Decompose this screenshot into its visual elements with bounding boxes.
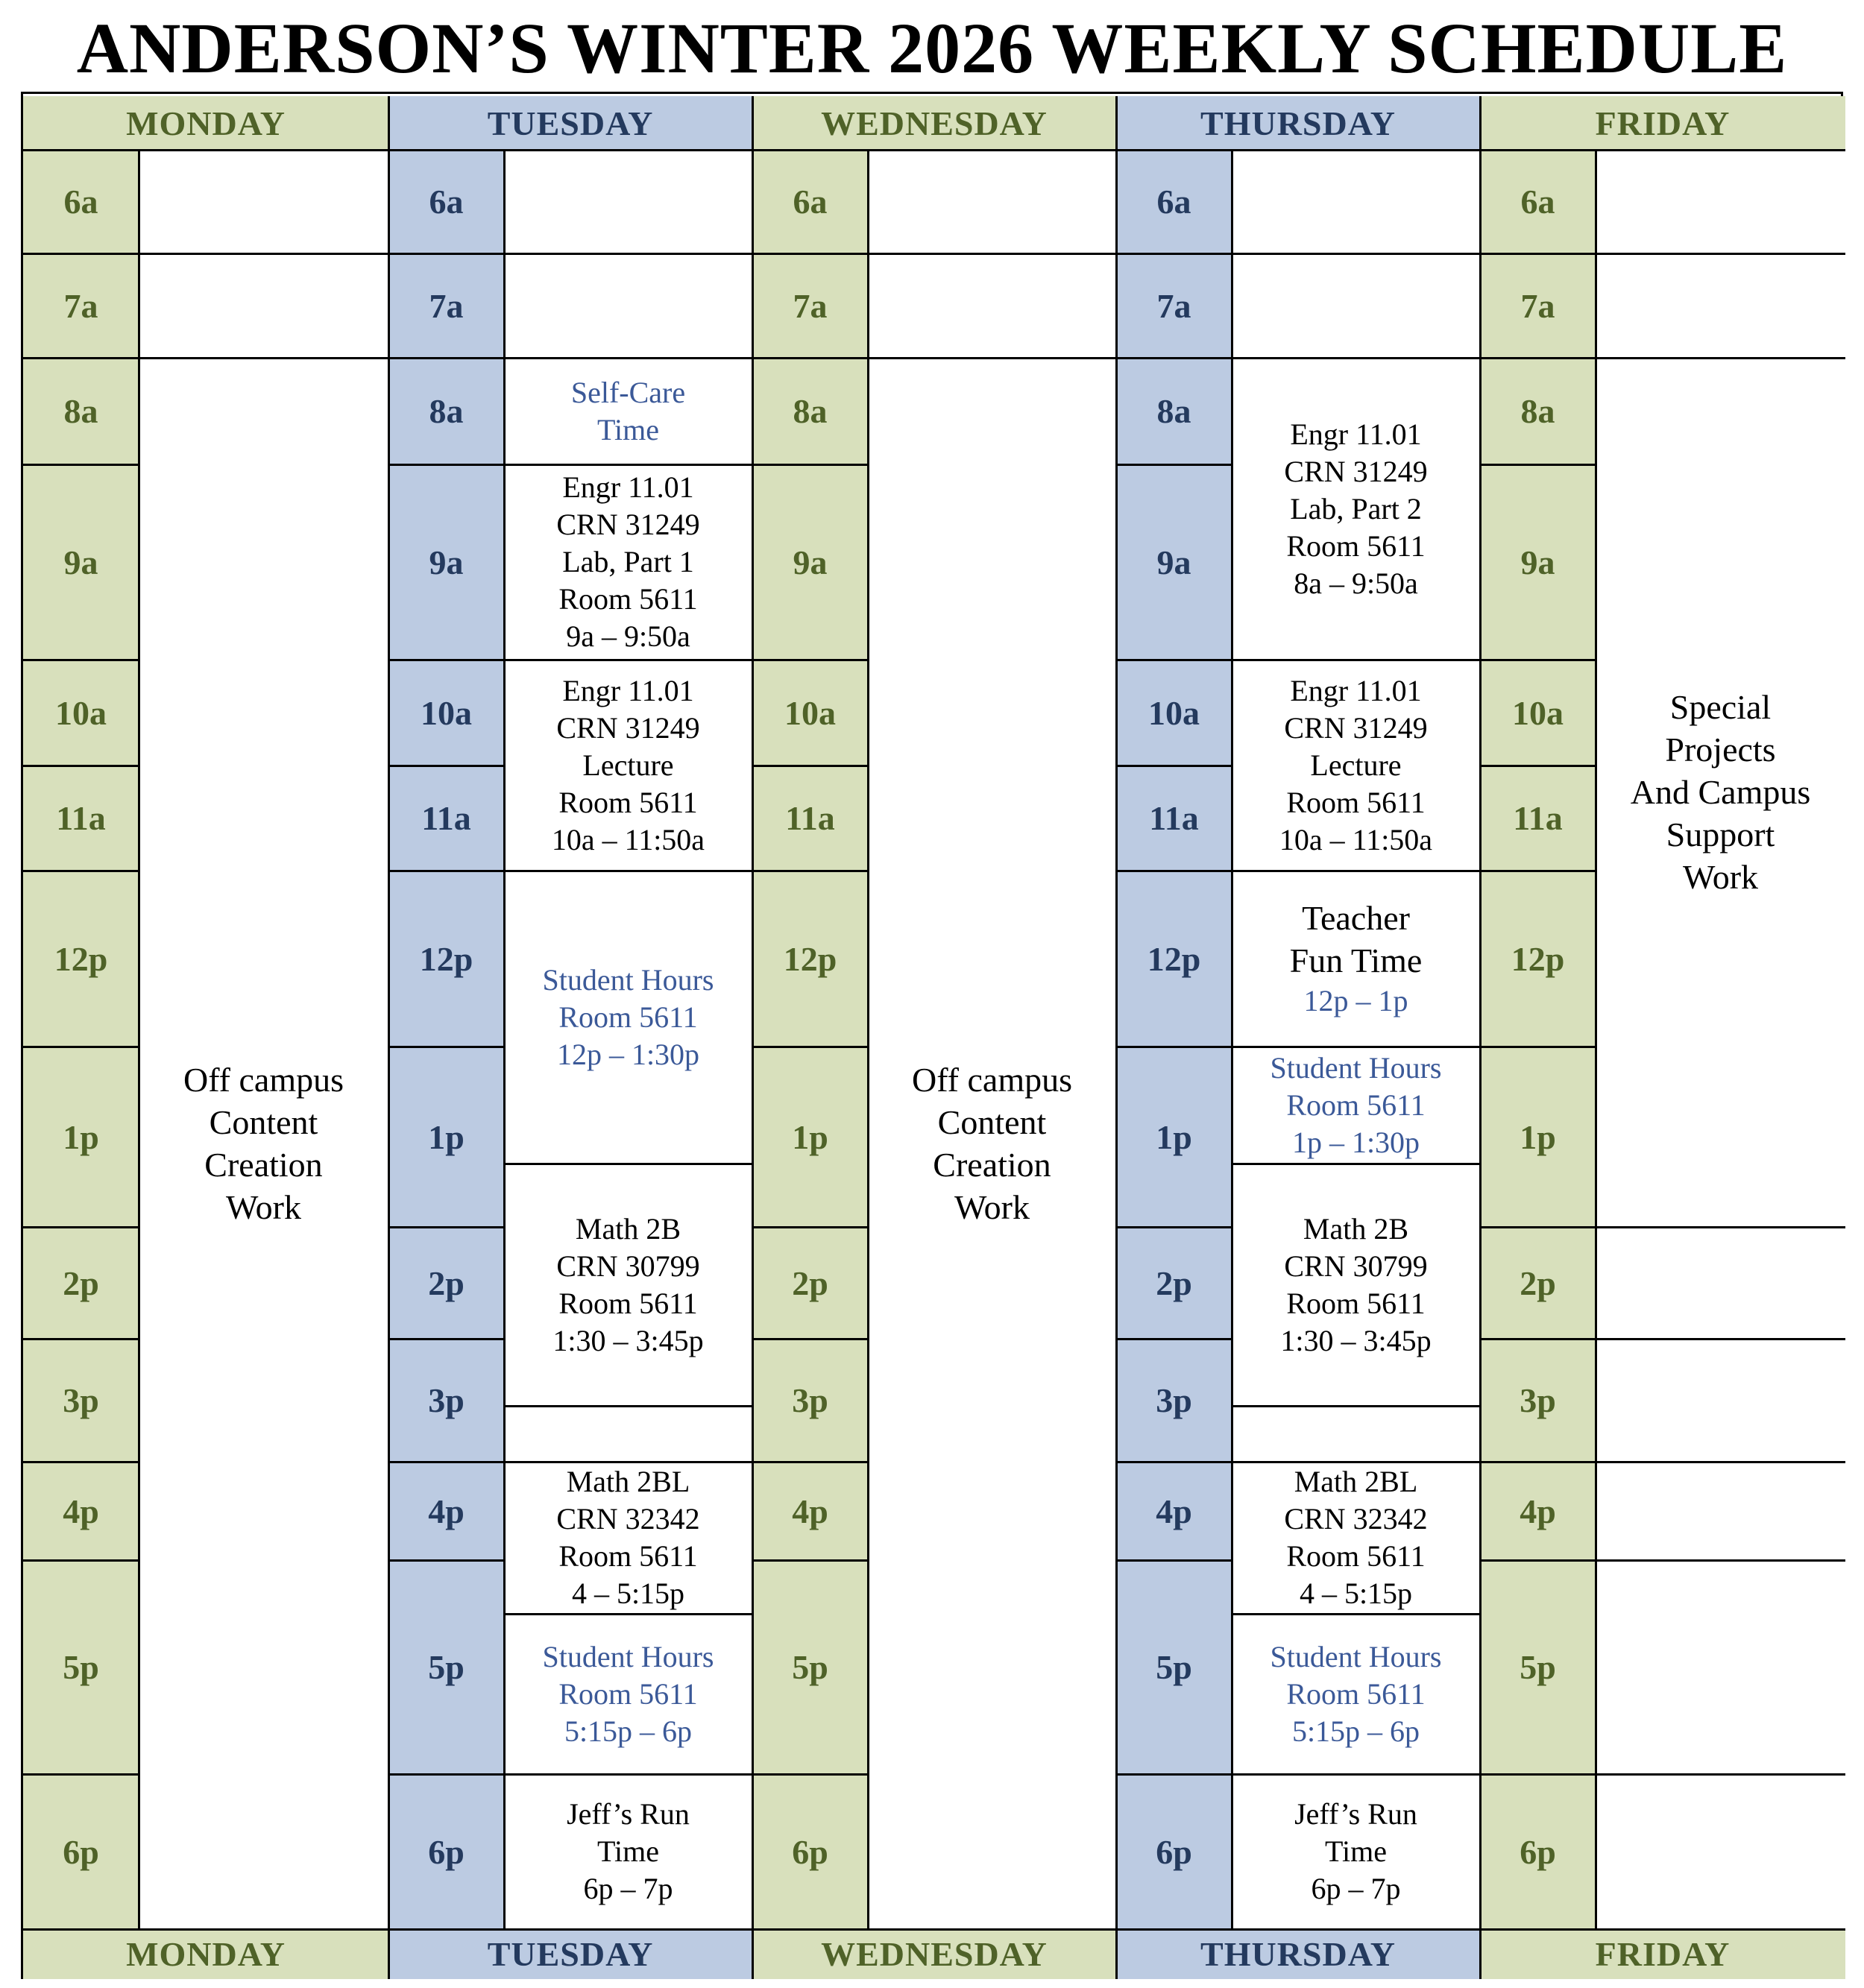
tue-student-hours-noon: Student Hours Room 5611 12p – 1:30p: [504, 871, 752, 1164]
rule-time-row-0-9: [23, 1338, 139, 1340]
time-friday-6a: 6a: [1480, 150, 1596, 253]
time-tuesday-6a: 6a: [388, 150, 504, 253]
rule-time-row-0-5: [23, 765, 139, 767]
time-friday-8a: 8a: [1480, 358, 1596, 464]
thu-teacher-fun: Teacher Fun Time: [1289, 899, 1423, 979]
thu-run: Jeff’s Run Time 6p – 7p: [1232, 1774, 1480, 1929]
time-wednesday-12p: 12p: [752, 871, 868, 1047]
rule-time-row-4-12: [1480, 1773, 1596, 1776]
rule-time-row-0-1: [23, 253, 139, 255]
rule-time-row-0-12: [23, 1773, 139, 1776]
time-tuesday-3p: 3p: [388, 1339, 504, 1462]
schedule-grid: [21, 92, 1843, 1979]
time-wednesday-6p: 6p: [752, 1774, 868, 1929]
time-thursday-2p: 2p: [1116, 1227, 1232, 1339]
rule-time-row-2-8: [752, 1226, 868, 1228]
rule-time-row-4-9: [1480, 1338, 1596, 1340]
rule-tue-3: [504, 659, 752, 661]
time-thursday-11a: 11a: [1116, 766, 1232, 871]
rule-ev-b-0: [139, 357, 388, 359]
rule-time-row-3-10: [1116, 1461, 1232, 1463]
rule-time-row-1-11: [388, 1559, 504, 1562]
rule-day-1: [388, 96, 390, 1979]
rule-time-row-1-6: [388, 870, 504, 872]
time-tuesday-9a: 9a: [388, 464, 504, 660]
rule-ev-a-0: [139, 253, 388, 255]
time-thursday-5p: 5p: [1116, 1560, 1232, 1774]
rule-time-row-3-9: [1116, 1338, 1232, 1340]
tue-engr-lecture: Engr 11.01 CRN 31249 Lecture Room 5611 10a – 11:50a: [504, 660, 752, 871]
rule-time-row-4-6: [1480, 870, 1596, 872]
rule-ev-b-1: [868, 357, 1116, 359]
time-thursday-8a: 8a: [1116, 358, 1232, 464]
rule-day-3: [1115, 96, 1118, 1979]
rule-thu-9: [1232, 1773, 1480, 1776]
thu-math2b: Math 2B CRN 30799 Room 5611 1:30 – 3:45p: [1232, 1164, 1480, 1406]
time-monday-1p: 1p: [23, 1047, 139, 1227]
rule-time-row-3-4: [1116, 659, 1232, 661]
rule-tue-9: [504, 1773, 752, 1776]
rule-time-row-0-7: [23, 1046, 139, 1048]
time-thursday-6p: 6p: [1116, 1774, 1232, 1929]
rule-time-row-2-12: [752, 1773, 868, 1776]
thu-student-hours-eve: Student Hours Room 5611 5:15p – 6p: [1232, 1614, 1480, 1774]
time-thursday-4p: 4p: [1116, 1462, 1232, 1560]
rule-time-row-4-5: [1480, 765, 1596, 767]
monday-offcampus: Off campus Content Creation Work: [139, 358, 388, 1929]
rule-time-row-0-3: [23, 464, 139, 466]
day-header-wednesday: WEDNESDAY: [752, 96, 1116, 150]
rule-thu-8: [1232, 1613, 1480, 1615]
rule-time-1: [503, 150, 506, 1929]
rule-tue-6: [504, 1405, 752, 1407]
day-header-tuesday: TUESDAY: [388, 96, 752, 150]
tue-math2bl: Math 2BL CRN 32342 Room 5611 4 – 5:15p: [504, 1462, 752, 1614]
rule-fri-5: [1596, 1559, 1845, 1562]
rule-header-bottom: [23, 149, 1845, 151]
time-tuesday-10a: 10a: [388, 660, 504, 766]
rule-day-4: [1479, 96, 1482, 1979]
time-thursday-6a: 6a: [1116, 150, 1232, 253]
thu-student-hours-1p: Student Hours Room 5611 1p – 1:30p: [1232, 1047, 1480, 1164]
time-wednesday-8a: 8a: [752, 358, 868, 464]
rule-time-row-4-2: [1480, 357, 1596, 359]
rule-time-row-0-4: [23, 659, 139, 661]
time-tuesday-5p: 5p: [388, 1560, 504, 1774]
time-monday-2p: 2p: [23, 1227, 139, 1339]
empty-friday-2p: [1596, 1227, 1845, 1339]
time-friday-6p: 6p: [1480, 1774, 1596, 1929]
rule-time-row-3-8: [1116, 1226, 1232, 1228]
empty-friday-6p: [1596, 1774, 1845, 1929]
thu-teacher-fun-block: [1232, 871, 1480, 1047]
thu-engr-lab: Engr 11.01 CRN 31249 Lab, Part 2 Room 5611 8a – 9:50a: [1232, 358, 1480, 660]
tue-engr-lab: Engr 11.01 CRN 31249 Lab, Part 1 Room 5611 9a – 9:50a: [504, 464, 752, 660]
empty-wednesday-7a: [868, 253, 1116, 358]
rule-thu-0: [1232, 253, 1480, 255]
time-friday-4p: 4p: [1480, 1462, 1596, 1560]
rule-time-row-1-5: [388, 765, 504, 767]
time-wednesday-11a: 11a: [752, 766, 868, 871]
rule-time-row-2-2: [752, 357, 868, 359]
time-tuesday-2p: 2p: [388, 1227, 504, 1339]
empty-thursday-7a: [1232, 253, 1480, 358]
rule-time-row-2-10: [752, 1461, 868, 1463]
thu-engr-lecture: Engr 11.01 CRN 31249 Lecture Room 5611 10a – 11:50a: [1232, 660, 1480, 871]
empty-tuesday-7a: [504, 253, 752, 358]
rule-thu-1: [1232, 357, 1480, 359]
rule-fri-3: [1596, 1338, 1845, 1340]
tue-student-hours-eve: Student Hours Room 5611 5:15p – 6p: [504, 1614, 752, 1774]
rule-time-row-4-8: [1480, 1226, 1596, 1228]
fri-special: Special Projects And Campus Support Work: [1596, 358, 1845, 1227]
empty-friday-6a: [1596, 150, 1845, 253]
empty-friday-5p: [1596, 1560, 1845, 1774]
time-wednesday-9a: 9a: [752, 464, 868, 660]
time-wednesday-7a: 7a: [752, 253, 868, 358]
time-tuesday-6p: 6p: [388, 1774, 504, 1929]
empty-friday-3p: [1596, 1339, 1845, 1462]
empty-thursday-6a: [1232, 150, 1480, 253]
time-thursday-7a: 7a: [1116, 253, 1232, 358]
thu-math2bl: Math 2BL CRN 32342 Room 5611 4 – 5:15p: [1232, 1462, 1480, 1614]
rule-time-row-2-4: [752, 659, 868, 661]
rule-tue-2: [504, 464, 752, 466]
time-tuesday-8a: 8a: [388, 358, 504, 464]
time-wednesday-10a: 10a: [752, 660, 868, 766]
time-friday-11a: 11a: [1480, 766, 1596, 871]
time-thursday-10a: 10a: [1116, 660, 1232, 766]
time-tuesday-4p: 4p: [388, 1462, 504, 1560]
rule-time-row-4-3: [1480, 464, 1596, 466]
time-monday-9a: 9a: [23, 464, 139, 660]
time-wednesday-1p: 1p: [752, 1047, 868, 1227]
time-tuesday-1p: 1p: [388, 1047, 504, 1227]
time-monday-6a: 6a: [23, 150, 139, 253]
day-footer-thursday: THURSDAY: [1116, 1929, 1480, 1979]
time-monday-8a: 8a: [23, 358, 139, 464]
rule-ev-a-1: [868, 253, 1116, 255]
rule-time-row-2-11: [752, 1559, 868, 1562]
time-monday-5p: 5p: [23, 1560, 139, 1774]
rule-time-row-0-8: [23, 1226, 139, 1228]
day-header-monday: MONDAY: [23, 96, 388, 150]
rule-time-row-1-8: [388, 1226, 504, 1228]
rule-time-4: [1595, 150, 1597, 1929]
empty-thursday-345: [1232, 1406, 1480, 1462]
rule-tue-5: [504, 1163, 752, 1165]
rule-thu-4: [1232, 1046, 1480, 1048]
time-wednesday-4p: 4p: [752, 1462, 868, 1560]
rule-time-row-1-1: [388, 253, 504, 255]
empty-friday-4p: [1596, 1462, 1845, 1560]
rule-time-0: [138, 150, 140, 1929]
tue-selfcare: Self-Care Time: [504, 358, 752, 464]
rule-time-row-0-11: [23, 1559, 139, 1562]
time-friday-2p: 2p: [1480, 1227, 1596, 1339]
day-footer-wednesday: WEDNESDAY: [752, 1929, 1116, 1979]
empty-friday-7a: [1596, 253, 1845, 358]
empty-tuesday-6a: [504, 150, 752, 253]
rule-time-row-2-3: [752, 464, 868, 466]
rule-tue-4: [504, 870, 752, 872]
rule-time-row-4-4: [1480, 659, 1596, 661]
thu-teacher-fun-time: 12p – 1p: [1303, 984, 1408, 1017]
time-friday-1p: 1p: [1480, 1047, 1596, 1227]
rule-time-row-1-12: [388, 1773, 504, 1776]
rule-time-row-4-1: [1480, 253, 1596, 255]
empty-monday-7a: [139, 253, 388, 358]
empty-tuesday-345: [504, 1406, 752, 1462]
day-footer-friday: FRIDAY: [1480, 1929, 1845, 1979]
rule-tue-0: [504, 253, 752, 255]
time-wednesday-5p: 5p: [752, 1560, 868, 1774]
rule-time-row-3-6: [1116, 870, 1232, 872]
time-monday-7a: 7a: [23, 253, 139, 358]
time-friday-10a: 10a: [1480, 660, 1596, 766]
rule-tue-1: [504, 357, 752, 359]
time-monday-4p: 4p: [23, 1462, 139, 1560]
time-wednesday-6a: 6a: [752, 150, 868, 253]
time-tuesday-12p: 12p: [388, 871, 504, 1047]
time-friday-3p: 3p: [1480, 1339, 1596, 1462]
rule-time-row-1-7: [388, 1046, 504, 1048]
time-friday-5p: 5p: [1480, 1560, 1596, 1774]
day-footer-monday: MONDAY: [23, 1929, 388, 1979]
rule-time-row-1-2: [388, 357, 504, 359]
empty-monday-6a: [139, 150, 388, 253]
rule-time-row-1-4: [388, 659, 504, 661]
time-monday-3p: 3p: [23, 1339, 139, 1462]
tue-math2b: Math 2B CRN 30799 Room 5611 1:30 – 3:45p: [504, 1164, 752, 1406]
rule-time-row-4-10: [1480, 1461, 1596, 1463]
time-friday-12p: 12p: [1480, 871, 1596, 1047]
rule-day-2: [752, 96, 754, 1979]
rule-time-row-0-2: [23, 357, 139, 359]
rule-time-row-3-7: [1116, 1046, 1232, 1048]
time-tuesday-11a: 11a: [388, 766, 504, 871]
tue-run: Jeff’s Run Time 6p – 7p: [504, 1774, 752, 1929]
rule-time-row-2-6: [752, 870, 868, 872]
rule-time-row-0-6: [23, 870, 139, 872]
page-title: ANDERSON’S WINTER 2026 WEEKLY SCHEDULE: [76, 8, 1788, 88]
rule-fri-2: [1596, 1226, 1845, 1228]
day-header-friday: FRIDAY: [1480, 96, 1845, 150]
time-monday-11a: 11a: [23, 766, 139, 871]
day-header-thursday: THURSDAY: [1116, 96, 1480, 150]
rule-time-row-2-5: [752, 765, 868, 767]
rule-time-row-3-2: [1116, 357, 1232, 359]
rule-tue-8: [504, 1613, 752, 1615]
rule-time-row-4-7: [1480, 1046, 1596, 1048]
rule-time-row-3-3: [1116, 464, 1232, 466]
time-thursday-3p: 3p: [1116, 1339, 1232, 1462]
rule-fri-1: [1596, 357, 1845, 359]
time-thursday-9a: 9a: [1116, 464, 1232, 660]
rule-time-row-1-10: [388, 1461, 504, 1463]
rule-time-row-2-7: [752, 1046, 868, 1048]
rule-time-row-0-10: [23, 1461, 139, 1463]
rule-time-row-3-11: [1116, 1559, 1232, 1562]
rule-thu-3: [1232, 870, 1480, 872]
time-thursday-1p: 1p: [1116, 1047, 1232, 1227]
rule-time-2: [867, 150, 869, 1929]
rule-time-row-1-9: [388, 1338, 504, 1340]
time-monday-6p: 6p: [23, 1774, 139, 1929]
rule-time-row-2-1: [752, 253, 868, 255]
rule-time-3: [1231, 150, 1233, 1929]
time-monday-10a: 10a: [23, 660, 139, 766]
rule-time-row-1-3: [388, 464, 504, 466]
time-friday-9a: 9a: [1480, 464, 1596, 660]
rule-thu-7: [1232, 1461, 1480, 1463]
rule-thu-5: [1232, 1163, 1480, 1165]
time-wednesday-3p: 3p: [752, 1339, 868, 1462]
time-tuesday-7a: 7a: [388, 253, 504, 358]
wednesday-offcampus: Off campus Content Creation Work: [868, 358, 1116, 1929]
rule-fri-4: [1596, 1461, 1845, 1463]
rule-time-row-3-5: [1116, 765, 1232, 767]
rule-fri-0: [1596, 253, 1845, 255]
rule-thu-6: [1232, 1405, 1480, 1407]
rule-time-row-3-1: [1116, 253, 1232, 255]
time-monday-12p: 12p: [23, 871, 139, 1047]
time-wednesday-2p: 2p: [752, 1227, 868, 1339]
day-footer-tuesday: TUESDAY: [388, 1929, 752, 1979]
rule-thu-2: [1232, 659, 1480, 661]
empty-wednesday-6a: [868, 150, 1116, 253]
rule-fri-6: [1596, 1773, 1845, 1776]
rule-footer-top: [23, 1928, 1845, 1931]
rule-time-row-4-11: [1480, 1559, 1596, 1562]
rule-time-row-3-12: [1116, 1773, 1232, 1776]
rule-tue-7: [504, 1461, 752, 1463]
rule-time-row-2-9: [752, 1338, 868, 1340]
time-friday-7a: 7a: [1480, 253, 1596, 358]
time-thursday-12p: 12p: [1116, 871, 1232, 1047]
